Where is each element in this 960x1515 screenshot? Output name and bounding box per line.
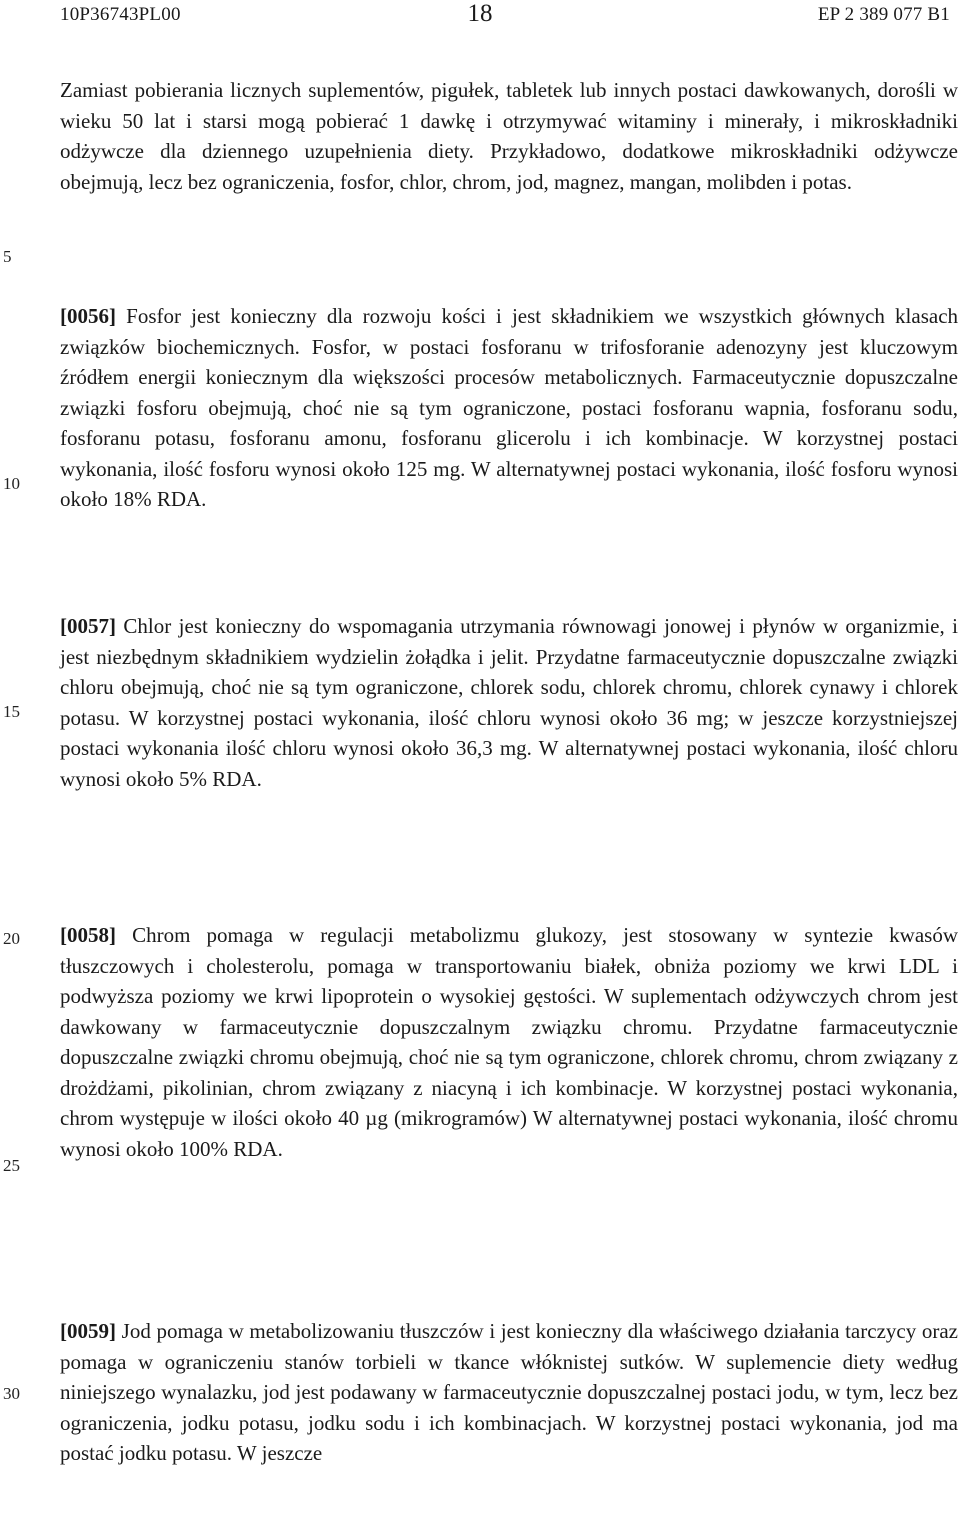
paragraph-0059 (60, 1316, 958, 1469)
paragraph-text: Chrom pomaga w regulacji metabolizmu glukozy, jest stosowany w syntezie kwasów tłuszczowych i cholesterolu, pomaga w transportowaniu białek, obniża poziomy we krwi LDL i podwyższa poziomy we krwi lipoprotein o wysokiej gęstości. W suplementach odżywczych chrom jest dawkowany w farmaceutycznie dopuszczalnym związku chromu. Przydatne farmaceutycznie dopuszczalne związki chromu obejmują, choć nie są tym ograniczone, chlorek chromu, chrom związany z drożdżami, pikolinian, chrom związany z niacyną i ich kombinacje. W korzystnej postaci wykonania, chrom występuje w ilości około 40 µg (mikrogramów) W alternatywnej postaci wykonania, ilość chromu wynosi około 100% RDA. (60, 923, 959, 1161)
line-number-5: 5 (3, 247, 12, 266)
document-reference: 10P36743PL00 (60, 4, 181, 25)
paragraph-text: Fosfor jest konieczny dla rozwoju kości i jest składnikiem we wszystkich głównych klasach związków biochemicznych. Fosfor, w postaci fosforanu w trifosforanie adenozyny jest kluczowym źródłem energii koniecznym dla większości procesów metabolicznych. Farmaceutycznie dopuszczalne związki fosforu obejmują, choć nie są tym ograniczone, postaci fosforanu wapnia, fosforanu sodu, fosforanu potasu, fosforanu amonu, fosforanu glicerolu i ich kombinacje. W korzystnej postaci wykonania, ilość fosforu wynosi około 125 mg. W alternatywnej postaci wykonania, ilość fosforu wynosi około 18% RDA. (60, 304, 959, 511)
page-header (0, 0, 960, 30)
paragraph-number: [0058] (60, 923, 116, 947)
paragraph-text: Jod pomaga w metabolizowaniu tłuszczów i jest konieczny dla właściwego działania tarczycy oraz pomaga w ograniczeniu stanów torbieli w tkance włóknistej sutków. W suplemencie diety według niniejszego wynalazku, jod jest podawany w farmaceutycznie dopuszczalnej postaci jodu, w tym, lecz bez ograniczenia, jodku potasu, jodku sodu i ich kombinacjach. W korzystnej postaci wykonania, jod ma postać jodku potasu. W jeszcze (60, 1319, 958, 1465)
paragraph-number: [0059] (60, 1319, 116, 1343)
line-number-15: 15 (3, 702, 20, 721)
line-number-20: 20 (3, 929, 20, 948)
line-number-25: 25 (3, 1156, 20, 1175)
paragraph-number: [0056] (60, 304, 116, 328)
paragraph-text: Chlor jest konieczny do wspomagania utrzymania równowagi jonowej i płynów w organizmie, i jest niezbędnym składnikiem wydzielin żołądka i jelit. Przydatne farmaceutycznie dopuszczalne związki chloru obejmują, choć nie są tym ograniczone, chlorek sodu, chlorek chromu, chlorek cynawy i chlorek potasu. W korzystnej postaci wykonania, ilość chloru wynosi około 36 mg; w jeszcze korzystniejszej postaci wykonania ilość chloru wynosi około 36,3 mg. W alternatywnej postaci wykonania, ilość chloru wynosi około 5% RDA. (60, 614, 958, 791)
page-number: 18 (467, 0, 493, 27)
paragraph-number: [0057] (60, 614, 116, 638)
patent-number: EP 2 389 077 B1 (817, 4, 950, 25)
paragraph-0058 (60, 920, 958, 1164)
paragraph-0057 (60, 611, 958, 794)
line-number-30: 30 (3, 1384, 20, 1403)
paragraph-0056 (60, 301, 958, 515)
paragraph-text: Zamiast pobierania licznych suplementów, pigułek, tabletek lub innych postaci dawkowanych, dorośli w wieku 50 lat i starsi mogą pobierać 1 dawkę i otrzymywać witaminy i minerały, i mikroskładniki odżywcze dla dziennego uzupełnienia diety. Przykładowo, dodatkowe mikroskładniki odżywcze obejmują, lecz bez ograniczenia, fosfor, chlor, chrom, jod, magnez, mangan, molibden i potas. (60, 78, 958, 194)
line-number-10: 10 (3, 474, 20, 493)
paragraph-intro (60, 75, 958, 197)
